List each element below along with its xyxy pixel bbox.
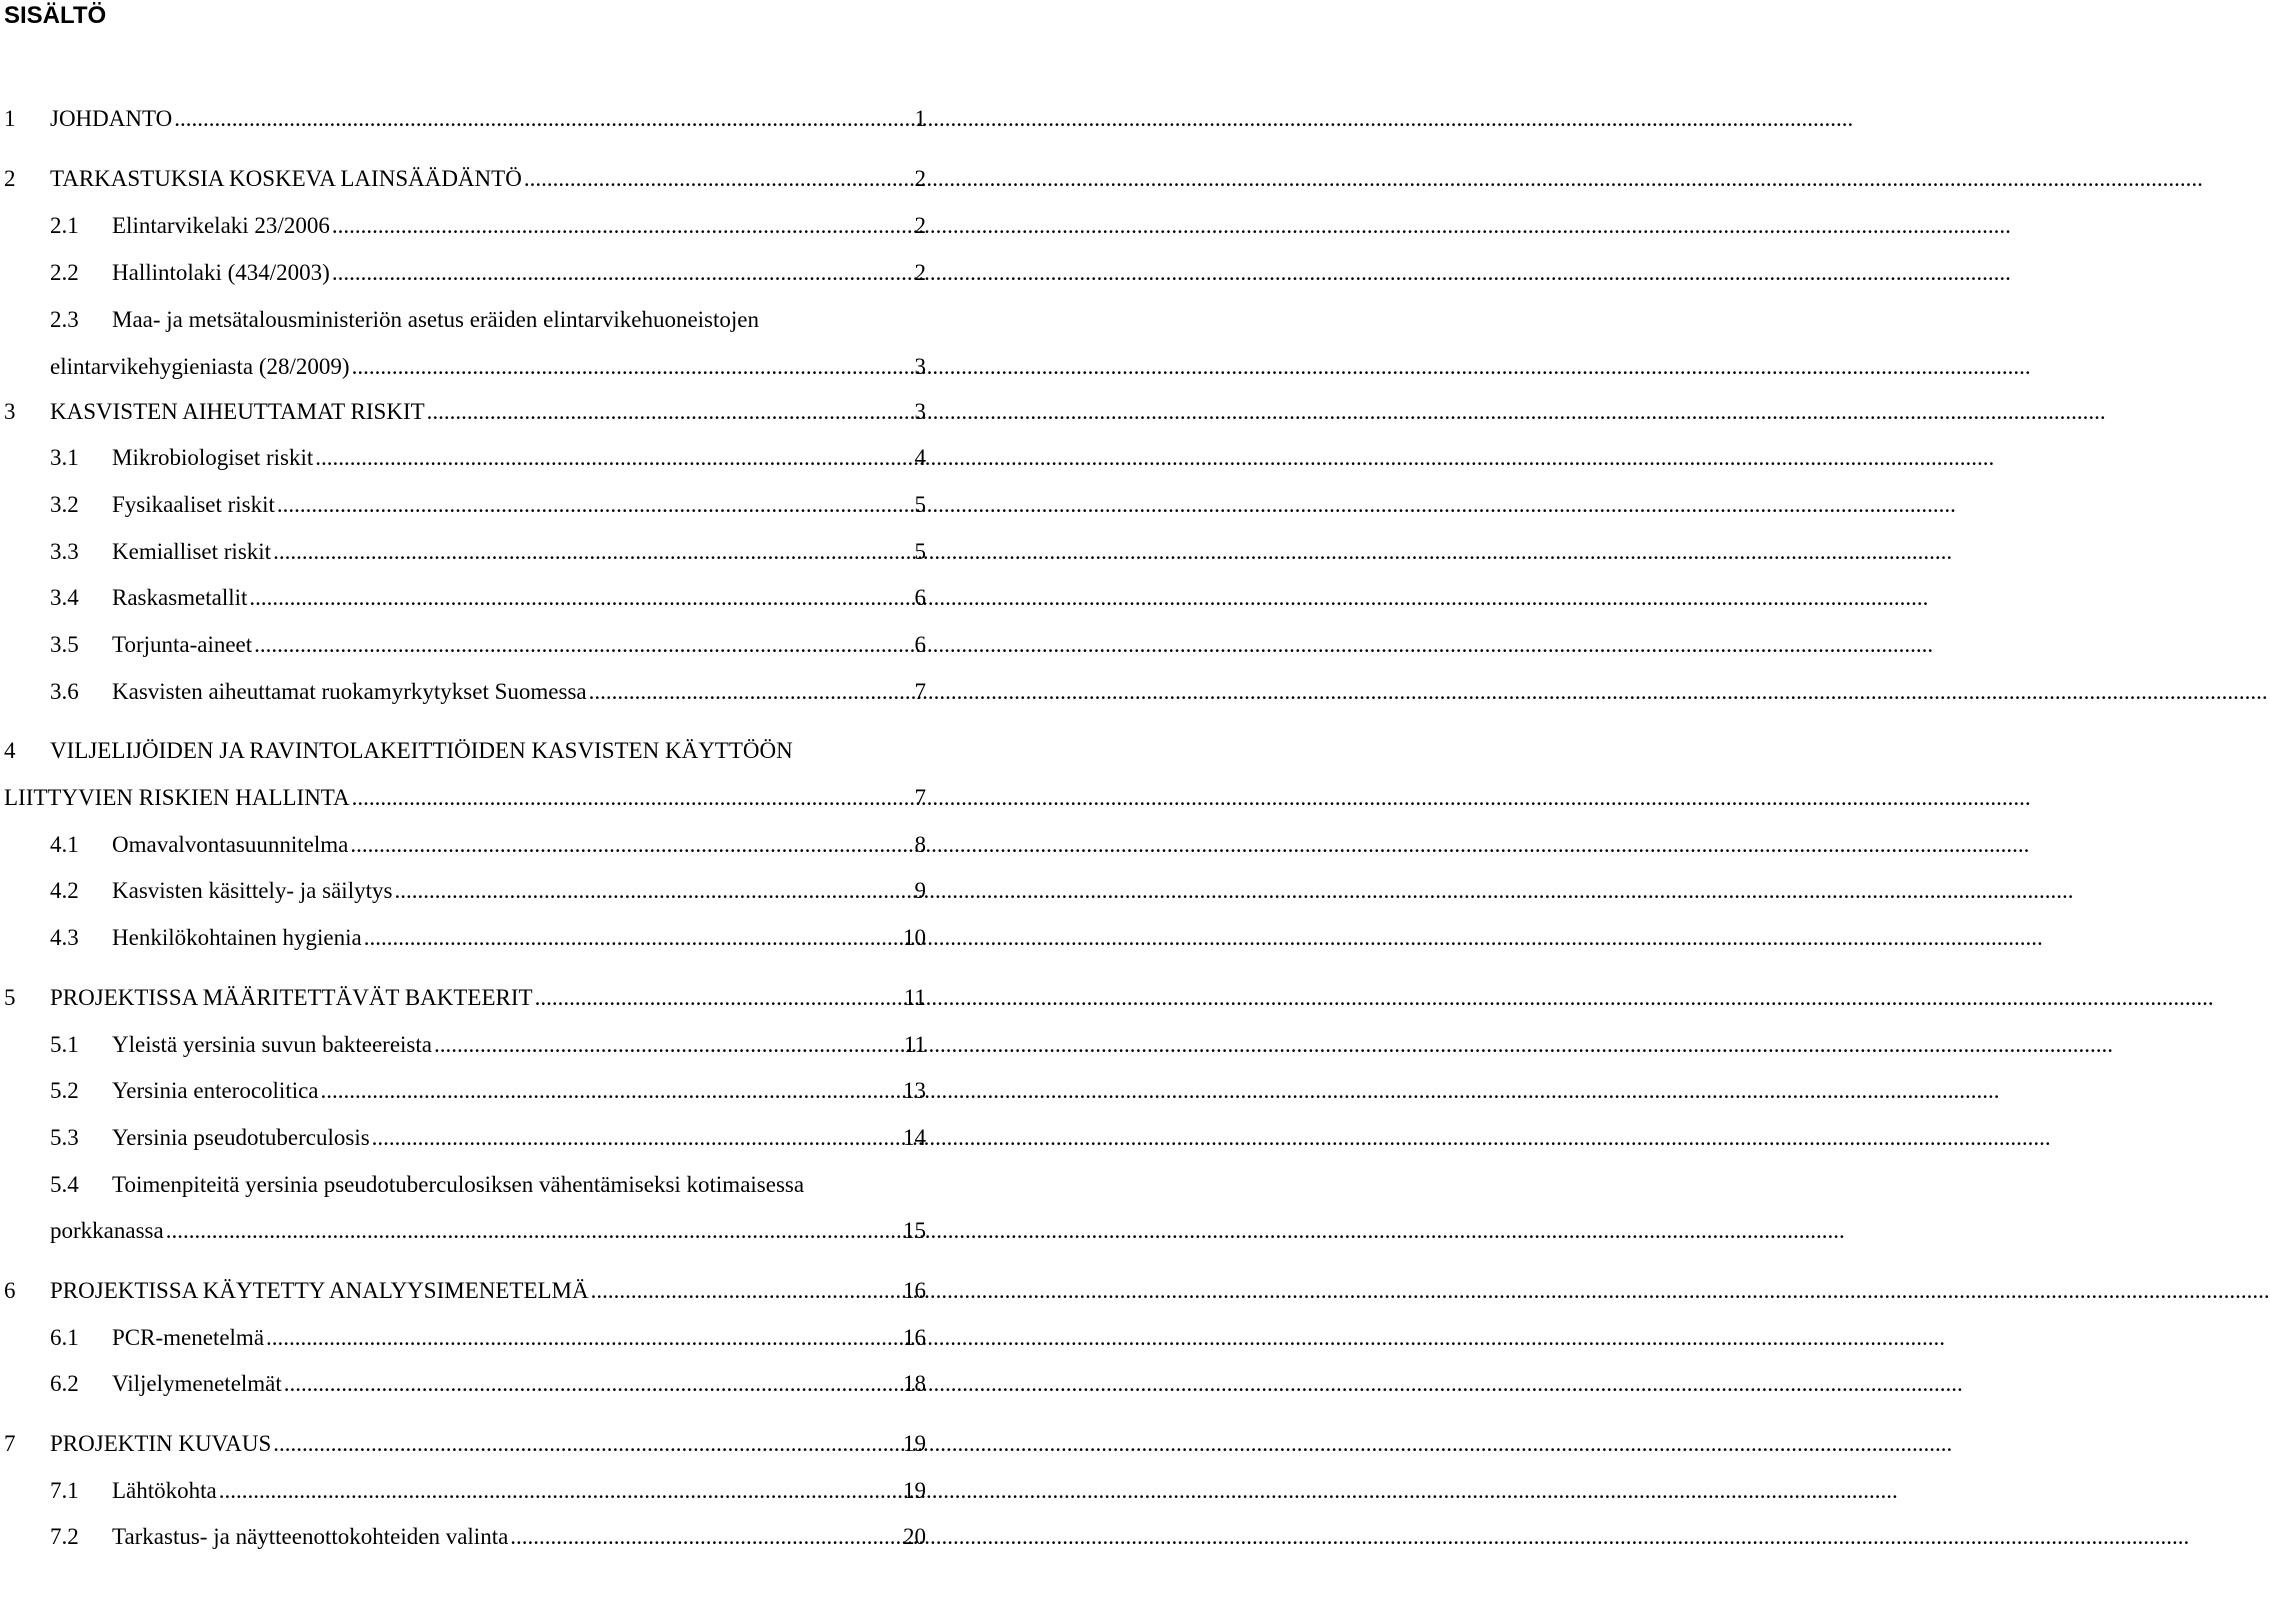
toc-entry (50, 1369, 926, 1399)
toc-entry (4, 1429, 926, 1459)
toc-entry (50, 1030, 926, 1060)
toc-entry-label: Lähtökohta (112, 1478, 217, 1503)
toc-entry-number: 6.2 (50, 1371, 79, 1396)
toc-entry-page-number: 8 (914, 832, 926, 857)
toc-entry-page-number: 19 (903, 1478, 926, 1503)
toc-entry-page-number: 3 (914, 354, 926, 379)
toc-entry-page-number: 11 (903, 1032, 926, 1057)
toc-entry-label: Yleistä yersinia suvun bakteereista (112, 1032, 432, 1057)
toc-entry-number: 4.1 (50, 832, 79, 857)
toc-entry-number: 7.1 (50, 1478, 79, 1503)
dot-leader (271, 1429, 903, 1459)
toc-entry-page-number: 16 (903, 1325, 926, 1350)
toc-entry-label: Hallintolaki (434/2003) (112, 260, 330, 285)
toc-entry-label: Fysikaaliset riskit (112, 492, 275, 517)
toc-entry-page-number: 10 (903, 925, 926, 950)
dot-leader (282, 1369, 903, 1399)
toc-entry-page-number: 13 (903, 1078, 926, 1103)
toc-entry-number: 1 (4, 106, 16, 131)
toc-entry-label: Raskasmetallit (112, 585, 248, 610)
dot-leader (172, 104, 914, 134)
dot-leader (247, 583, 914, 613)
toc-entry-page-number: 3 (914, 399, 926, 424)
dot-leader (533, 983, 904, 1013)
dot-leader (425, 397, 915, 427)
toc-entry-page-number: 2 (914, 260, 926, 285)
page-title: SISÄLTÖ (4, 2, 107, 29)
toc-entry-label: KASVISTEN AIHEUTTAMAT RISKIT (50, 399, 425, 424)
dot-leader (330, 211, 915, 241)
toc-entry-number: 2.1 (50, 213, 79, 238)
toc-entry (50, 1216, 926, 1246)
toc-entry-number: 3.1 (50, 445, 79, 470)
toc-entry (4, 1276, 926, 1306)
toc-entry (50, 1123, 926, 1153)
dot-leader (313, 443, 914, 473)
toc-entry-label: Kasvisten käsittely- ja säilytys (112, 878, 393, 903)
toc-entry (50, 677, 926, 707)
toc-entry (4, 104, 926, 134)
toc-entry-number: 5.2 (50, 1078, 79, 1103)
toc-entry-number: 2 (4, 166, 16, 191)
toc-entry-number: 3.5 (50, 632, 79, 657)
toc-entry (4, 736, 926, 766)
toc-entry-page-number: 7 (914, 679, 926, 704)
toc-entry-label: Mikrobiologiset riskit (112, 445, 314, 470)
toc-entry (50, 583, 926, 613)
toc-entry-label: PROJEKTIN KUVAUS (50, 1431, 272, 1456)
dot-leader (370, 1123, 903, 1153)
toc-entry-label: Maa- ja metsätalousministeriön asetus eräiden elintarvikehuoneistojen (112, 307, 759, 332)
toc-entry-label: Torjunta-aineet (112, 632, 253, 657)
toc-entry-number: 5.3 (50, 1125, 79, 1150)
toc-entry (50, 258, 926, 288)
toc-entry-number: 3.6 (50, 679, 79, 704)
toc-entry-label: Kemialliset riskit (112, 539, 272, 564)
toc-entry-label: LIITTYVIEN RISKIEN HALLINTA (4, 785, 350, 810)
toc-entry-label: Viljelymenetelmät (112, 1371, 282, 1396)
toc-entry-number: 7 (4, 1431, 16, 1456)
toc-entry (50, 1476, 926, 1506)
dot-leader (164, 1216, 903, 1246)
dot-leader (350, 783, 915, 813)
toc-entry-page-number: 5 (914, 492, 926, 517)
toc-entry-label: Omavalvontasuunnitelma (112, 832, 349, 857)
toc-entry-number: 3 (4, 399, 16, 424)
toc-entry-label: PROJEKTISSA KÄYTETTY ANALYYSIMENETELMÄ (50, 1278, 589, 1303)
toc-entry (50, 537, 926, 567)
toc-entry (50, 211, 926, 241)
dot-leader (264, 1323, 903, 1353)
toc-entry (4, 783, 926, 813)
document-page (0, 0, 960, 1621)
toc-entry-label: Yersinia enterocolitica (112, 1078, 319, 1103)
toc-entry-page-number: 20 (903, 1524, 926, 1549)
toc-entry-number: 5.1 (50, 1032, 79, 1057)
toc-entry-label: TARKASTUKSIA KOSKEVA LAINSÄÄDÄNTÖ (50, 166, 522, 191)
toc-entry-label: Kasvisten aiheuttamat ruokamyrkytykset Suomessa (112, 679, 587, 704)
dot-leader (587, 677, 915, 707)
toc-entry (50, 830, 926, 860)
dot-leader (522, 164, 915, 194)
toc-entry-page-number: 11 (903, 985, 926, 1010)
toc-entry-number: 4.2 (50, 878, 79, 903)
toc-entry-number: 7.2 (50, 1524, 79, 1549)
toc-entry-label: Tarkastus- ja näytteenottokohteiden valinta (112, 1524, 509, 1549)
dot-leader (252, 630, 914, 660)
toc-entry-page-number: 4 (914, 445, 926, 470)
dot-leader (432, 1030, 904, 1060)
toc-entry-label: porkkanassa (50, 1218, 164, 1243)
dot-leader (217, 1476, 903, 1506)
toc-entry-number: 4 (4, 738, 16, 763)
dot-leader (271, 537, 914, 567)
toc-entry-number: 3.2 (50, 492, 79, 517)
toc-entry-number: 5 (4, 985, 16, 1010)
toc-entry (50, 630, 926, 660)
toc-entry-number: 3.3 (50, 539, 79, 564)
toc-entry-page-number: 1 (914, 106, 926, 131)
toc-entry-label: PCR-menetelmä (112, 1325, 265, 1350)
toc-entry-page-number: 15 (903, 1218, 926, 1243)
table-of-contents (0, 0, 960, 1621)
toc-entry-label: Yersinia pseudotuberculosis (112, 1125, 370, 1150)
toc-entry-page-number: 18 (903, 1371, 926, 1396)
toc-entry-label: Henkilökohtainen hygienia (112, 925, 362, 950)
toc-entry-number: 3.4 (50, 585, 79, 610)
toc-entry-page-number: 19 (903, 1431, 926, 1456)
toc-entry-number: 2.3 (50, 307, 79, 332)
toc-entry-page-number: 2 (914, 213, 926, 238)
toc-entry-page-number: 14 (903, 1125, 926, 1150)
dot-leader (350, 352, 915, 382)
toc-entry-page-number: 2 (914, 166, 926, 191)
toc-entry-number: 5.4 (50, 1172, 79, 1197)
dot-leader (392, 876, 914, 906)
toc-entry-label: Elintarvikelaki 23/2006 (112, 213, 330, 238)
dot-leader (330, 258, 915, 288)
toc-entry (50, 305, 926, 335)
toc-entry (50, 1076, 926, 1106)
toc-entry-page-number: 6 (914, 632, 926, 657)
toc-entry-label: VILJELIJÖIDEN JA RAVINTOLAKEITTIÖIDEN KASVISTEN KÄYTTÖÖN (50, 738, 793, 763)
toc-entry (4, 397, 926, 427)
toc-entry (50, 876, 926, 906)
dot-leader (589, 1276, 903, 1306)
toc-entry (50, 1522, 926, 1552)
toc-entry (4, 164, 926, 194)
toc-entry-number: 2.2 (50, 260, 79, 285)
toc-entry-label: JOHDANTO (50, 106, 173, 131)
toc-entry-page-number: 16 (903, 1278, 926, 1303)
toc-entry-label: elintarvikehygieniasta (28/2009) (50, 354, 350, 379)
dot-leader (508, 1522, 903, 1552)
toc-entry-page-number: 5 (914, 539, 926, 564)
toc-entry (50, 1323, 926, 1353)
dot-leader (348, 830, 914, 860)
toc-entry-number: 4.3 (50, 925, 79, 950)
toc-entry (4, 983, 926, 1013)
dot-leader (319, 1076, 903, 1106)
toc-entry-label: PROJEKTISSA MÄÄRITETTÄVÄT BAKTEERIT (50, 985, 533, 1010)
toc-entry-label: Toimenpiteitä yersinia pseudotuberculosiksen vähentämiseksi kotimaisessa (112, 1172, 805, 1197)
dot-leader (275, 490, 915, 520)
dot-leader (362, 923, 903, 953)
toc-entry-number: 6.1 (50, 1325, 79, 1350)
toc-entry-number: 6 (4, 1278, 16, 1303)
toc-entry (50, 923, 926, 953)
toc-entry (50, 490, 926, 520)
toc-entry-page-number: 9 (914, 878, 926, 903)
toc-entry (50, 352, 926, 382)
toc-entry-page-number: 7 (914, 785, 926, 810)
toc-entry-page-number: 6 (914, 585, 926, 610)
toc-entry (50, 1170, 926, 1200)
toc-entry (50, 443, 926, 473)
